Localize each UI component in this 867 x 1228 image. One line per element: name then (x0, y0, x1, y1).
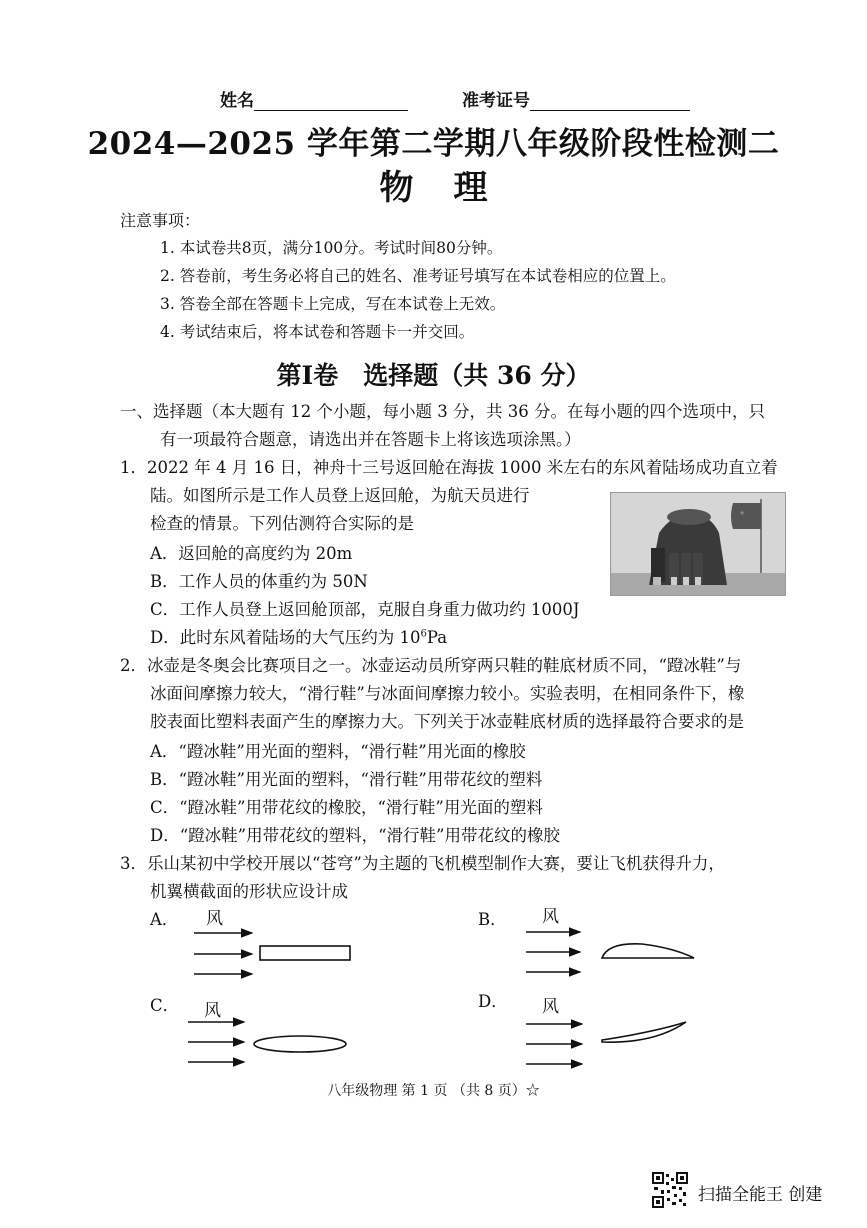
subject-title: 物理 (379, 168, 528, 208)
section-intro-line: 一、选择题（本大题有 12 个小题，每小题 3 分，共 36 分。在每小题的四个选项中，只 (120, 402, 765, 421)
q3-figure-c (186, 996, 366, 1076)
q2-option-c: C．“蹬冰鞋”用带花纹的橡胶，“滑行鞋”用光面的塑料 (150, 798, 543, 817)
note-item: 3. 答卷全部在答题卡上完成，写在本试卷上无效。 (160, 295, 506, 313)
q2-stem-line: 胶表面比塑料表面产生的摩擦力大。下列关于冰壶鞋底材质的选择最符合要求的是 (150, 712, 744, 731)
wind-label: 风 (542, 997, 559, 1017)
name-field (220, 86, 408, 111)
q1-stem-line: 检查的情景。下列估测符合实际的是 (150, 514, 414, 533)
q1-option-a: A．返回舱的高度约为 20m (150, 544, 353, 563)
capsule-scene-image (611, 493, 785, 595)
q1-option-d-exponent: 6 (420, 628, 427, 640)
note-item: 1. 本试卷共8页，满分100分。考试时间80分钟。 (160, 239, 503, 257)
section-title: 第Ⅰ卷 选择题（共 36 分） (276, 361, 591, 390)
qr-code-icon (652, 1172, 688, 1208)
note-item: 4. 考试结束后，将本试卷和答题卡一并交回。 (160, 323, 475, 341)
q2-stem-line: 冰面间摩擦力较大，“滑行鞋”与冰面间摩擦力较小。实验表明，在相同条件下，橡 (150, 684, 745, 703)
q1-option-b: B．工作人员的体重约为 50N (150, 572, 368, 591)
q1-option-d-text: D．此时东风着陆场的大气压约为 10 (150, 628, 421, 647)
q3-figure-b-label: B． (478, 910, 507, 929)
q1-stem-line: 1．2022 年 4 月 16 日，神舟十三号返回舱在海拔 1000 米左右的东风着陆场成功直立着 (120, 458, 778, 477)
exam-number-blank (530, 92, 690, 111)
q1-stem-line: 陆。如图所示是工作人员登上返回舱，为航天员进行 (150, 486, 530, 505)
q3-stem-line: 机翼横截面的形状应设计成 (150, 882, 348, 901)
wing-flat-rectangle-diagram (190, 904, 370, 984)
wind-label: 风 (204, 1001, 221, 1021)
notes-heading: 注意事项： (120, 211, 201, 230)
q3-figure-a (190, 904, 370, 984)
wind-label: 风 (542, 907, 559, 927)
q3-figure-b (524, 902, 704, 982)
wing-symmetric-ellipse-diagram (186, 996, 366, 1076)
exam-number-label: 准考证号 (462, 91, 530, 111)
q3-figure-c-label: C． (150, 996, 180, 1015)
q3-stem-line: 3．乐山某初中学校开展以“苍穹”为主题的飞机模型制作大赛，要让飞机获得升力， (120, 854, 725, 873)
name-label: 姓名 (220, 91, 254, 111)
wing-upper-curved-diagram (524, 902, 704, 982)
note-item: 2. 答卷前，考生务必将自己的姓名、准考证号填写在本试卷相应的位置上。 (160, 267, 676, 285)
q1-option-c: C．工作人员登上返回舱顶部，克服自身重力做功约 1000J (150, 600, 580, 619)
q3-figure-a-label: A． (150, 910, 179, 929)
q2-option-d: D．“蹬冰鞋”用带花纹的塑料，“滑行鞋”用带花纹的橡胶 (150, 826, 560, 845)
q2-option-a: A．“蹬冰鞋”用光面的塑料，“滑行鞋”用光面的橡胶 (150, 742, 526, 761)
exam-number-field (462, 86, 690, 111)
q2-stem-line: 2．冰壶是冬奥会比赛项目之一。冰壶运动员所穿两只鞋的鞋底材质不同，“蹬冰鞋”与 (120, 656, 742, 675)
q2-option-b: B．“蹬冰鞋”用光面的塑料，“滑行鞋”用带花纹的塑料 (150, 770, 543, 789)
name-blank (254, 92, 408, 111)
q1-photo-capsule (610, 492, 786, 596)
section-intro-line: 有一项最符合题意，请选出并在答题卡上将该选项涂黑。） (160, 430, 581, 449)
page-title: 2024—2025 学年第二学期八年级阶段性检测二 (87, 126, 780, 162)
q3-figure-d-label: D． (478, 992, 508, 1011)
scanner-watermark: 扫描全能王 创建 (698, 1185, 823, 1205)
qr-code-graphic (652, 1172, 688, 1208)
wing-lower-curved-diagram (524, 992, 704, 1072)
page-footer: 八年级物理 第 1 页 （共 8 页）☆ (327, 1083, 540, 1099)
svg-text:★: ★ (739, 509, 746, 517)
q3-figure-d (524, 992, 704, 1072)
q1-option-d (150, 624, 447, 648)
wind-label: 风 (206, 909, 223, 929)
q1-option-d-unit: Pa (426, 628, 448, 647)
